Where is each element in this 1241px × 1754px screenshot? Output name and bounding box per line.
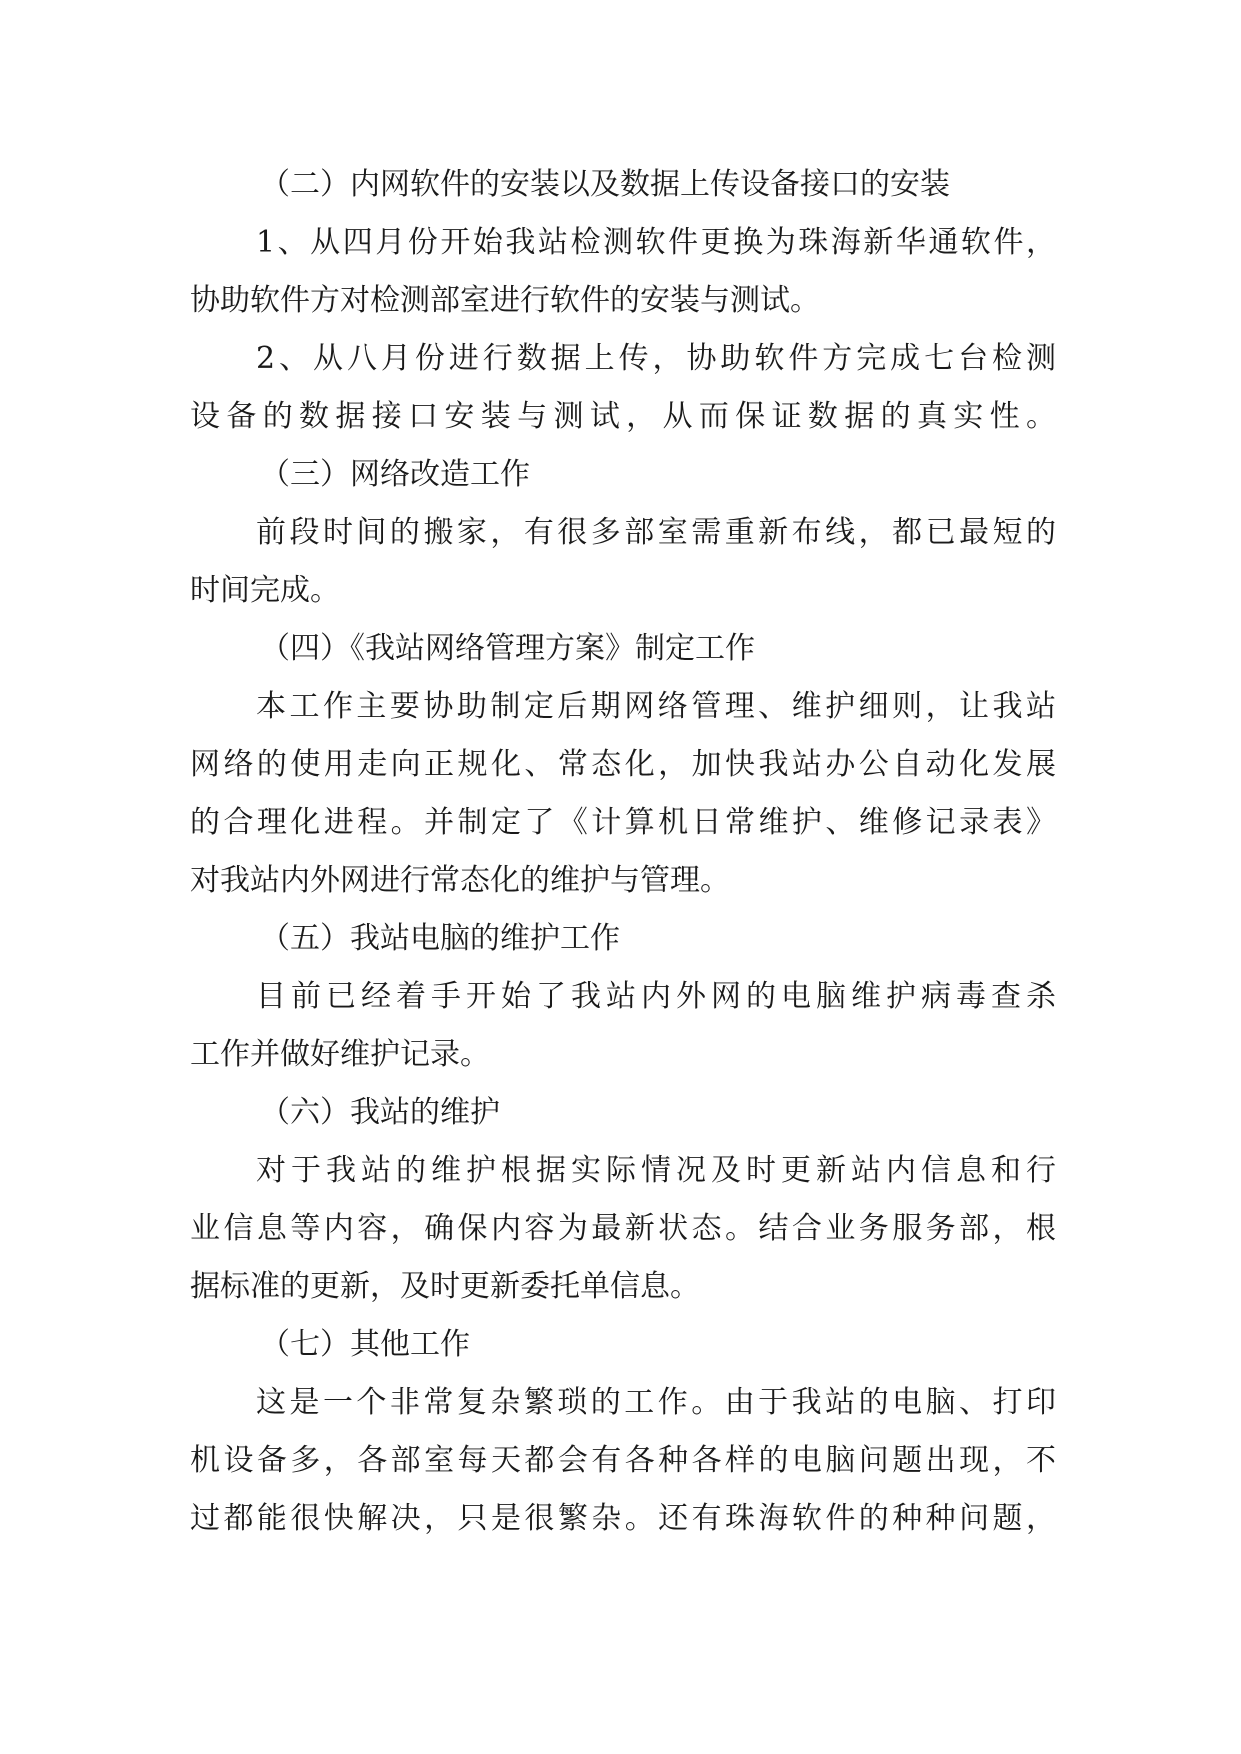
paragraph-line: 的合理化进程。并制定了《计算机日常维护、维修记录表》 (190, 805, 1056, 840)
paragraph-line: 本工作主要协助制定后期网络管理、维护细则，让我站 (256, 689, 1056, 724)
paragraph-line: 工作并做好维护记录。 (190, 1037, 490, 1072)
paragraph-line: 过都能很快解决，只是很繁杂。还有珠海软件的种种问题， (190, 1501, 1056, 1536)
paragraph-line: 前段时间的搬家，有很多部室需重新布线，都已最短的 (256, 515, 1056, 550)
paragraph-line: 网络的使用走向正规化、常态化，加快我站办公自动化发展 (190, 747, 1056, 782)
paragraph-line: 设备的数据接口安装与测试，从而保证数据的真实性。 (190, 399, 1056, 434)
paragraph-line: 这是一个非常复杂繁琐的工作。由于我站的电脑、打印 (256, 1385, 1056, 1420)
paragraph-line: 据标准的更新，及时更新委托单信息。 (190, 1269, 700, 1304)
document-page (190, 156, 1056, 1548)
paragraph-line: 协助软件方对检测部室进行软件的安装与测试。 (190, 283, 820, 318)
paragraph-line: 时间完成。 (190, 573, 340, 608)
paragraph-line: 机设备多，各部室每天都会有各种各样的电脑问题出现，不 (190, 1443, 1056, 1478)
paragraph-line: 目前已经着手开始了我站内外网的电脑维护病毒查杀 (256, 979, 1056, 1014)
paragraph-line: 1、从四月份开始我站检测软件更换为珠海新华通软件， (256, 225, 1056, 260)
paragraph-line: 对于我站的维护根据实际情况及时更新站内信息和行 (256, 1153, 1056, 1188)
section-heading-3: （三）网络改造工作 (260, 457, 530, 492)
section-heading-4: （四）《我站网络管理方案》制定工作 (260, 631, 755, 666)
section-heading-5: （五）我站电脑的维护工作 (260, 921, 620, 956)
section-heading-2: （二）内网软件的安装以及数据上传设备接口的安装 (260, 167, 950, 202)
paragraph-line: 业信息等内容，确保内容为最新状态。结合业务服务部，根 (190, 1211, 1056, 1246)
section-heading-7: （七）其他工作 (260, 1327, 470, 1362)
section-heading-6: （六）我站的维护 (260, 1095, 500, 1130)
paragraph-line: 2、从八月份进行数据上传，协助软件方完成七台检测 (256, 341, 1056, 376)
paragraph-line: 对我站内外网进行常态化的维护与管理。 (190, 863, 730, 898)
